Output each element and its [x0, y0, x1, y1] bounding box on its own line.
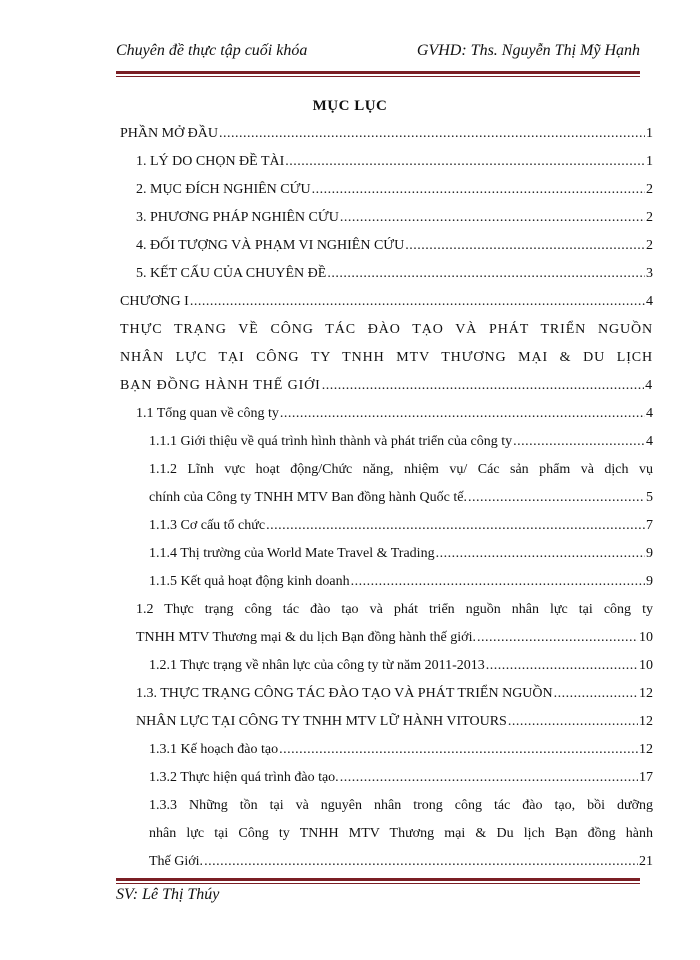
- footer-rule: [116, 878, 640, 884]
- toc-entry[interactable]: 5. KẾT CẤU CỦA CHUYÊN ĐỀ ..... 3: [116, 260, 653, 288]
- toc-entry[interactable]: 1.2.1 Thực trạng về nhân lực của công ty từ năm 2011-2013 ..... 10: [116, 652, 653, 680]
- toc-entry[interactable]: 1.1.1 Giới thiệu về quá trình hình thành và phát triển của công ty ..... 4: [116, 428, 653, 456]
- toc-entry[interactable]: 1.1.2 Lĩnh vực hoạt động/Chức năng, nhiệm vụ/ Các sản phẩm và dịch vụ chính của Công ty TNHH MTV Ban đồng hành Quốc tế. ..... 5: [116, 456, 653, 512]
- toc-entry[interactable]: 4. ĐỐI TƯỢNG VÀ PHẠM VI NGHIÊN CỨU ..... 2: [116, 232, 653, 260]
- toc-entry[interactable]: 1.1.3 Cơ cấu tổ chức ..... 7: [116, 512, 653, 540]
- toc-entry[interactable]: 1.1.4 Thị trường của World Mate Travel & Trading ..... 9: [116, 540, 653, 568]
- header-rule: [116, 71, 640, 77]
- toc-entry[interactable]: 1.3. THỰC TRẠNG CÔNG TÁC ĐÀO TẠO VÀ PHÁT TRIỂN NGUỒN ..... 12: [116, 680, 653, 708]
- table-of-contents: [116, 120, 653, 876]
- toc-entry[interactable]: THỰC TRẠNG VỀ CÔNG TÁC ĐÀO TẠO VÀ PHÁT TRIỂN NGUỒN NHÂN LỰC TẠI CÔNG TY TNHH MTV THƯƠNG MẠI & DU LỊCH BẠN ĐỒNG HÀNH THẾ GIỚI ..... 4: [116, 316, 653, 400]
- toc-title: MỤC LỤC: [312, 98, 388, 114]
- header-advisor: GVHD: Ths. Nguyễn Thị Mỹ Hạnh: [416, 42, 640, 59]
- toc-entry[interactable]: 1.2 Thực trạng công tác đào tạo và phát triển nguồn nhân lực tại công ty TNHH MTV Thương mại & du lịch Bạn đồng hành thế giới. ..... 10: [116, 596, 653, 652]
- toc-entry[interactable]: 1. LÝ DO CHỌN ĐỀ TÀI ..... 1: [116, 148, 653, 176]
- toc-entry[interactable]: 1.3.3 Những tồn tại và nguyên nhân trong công tác đào tạo, bồi dưỡng nhân lực tại Công ty TNHH MTV Thương mại & Du lịch Bạn đồng hành Thế Giới. ..... 21: [116, 792, 653, 876]
- toc-entry[interactable]: 2. MỤC ĐÍCH NGHIÊN CỨU ..... 2: [116, 176, 653, 204]
- toc-entry[interactable]: 1.3.2 Thực hiện quá trình đào tạo. ..... 17: [116, 764, 653, 792]
- toc-entry[interactable]: NHÂN LỰC TẠI CÔNG TY TNHH MTV LỮ HÀNH VITOURS ..... 12: [116, 708, 653, 736]
- toc-entry[interactable]: 1.1.5 Kết quả hoạt động kinh doanh ..... 9: [116, 568, 653, 596]
- page-header: [116, 38, 640, 66]
- toc-entry[interactable]: 1.3.1 Kế hoạch đào tạo ..... 12: [116, 736, 653, 764]
- footer-student: SV: Lê Thị Thúy: [116, 886, 220, 903]
- header-course-title: Chuyên đề thực tập cuối khóa: [116, 42, 308, 59]
- toc-entry[interactable]: 1.1 Tổng quan về công ty ..... 4: [116, 400, 653, 428]
- toc-entry[interactable]: PHẦN MỞ ĐẦU ..... 1: [116, 120, 653, 148]
- toc-entry[interactable]: CHƯƠNG I ..... 4: [116, 288, 653, 316]
- toc-entry[interactable]: 3. PHƯƠNG PHÁP NGHIÊN CỨU ..... 2: [116, 204, 653, 232]
